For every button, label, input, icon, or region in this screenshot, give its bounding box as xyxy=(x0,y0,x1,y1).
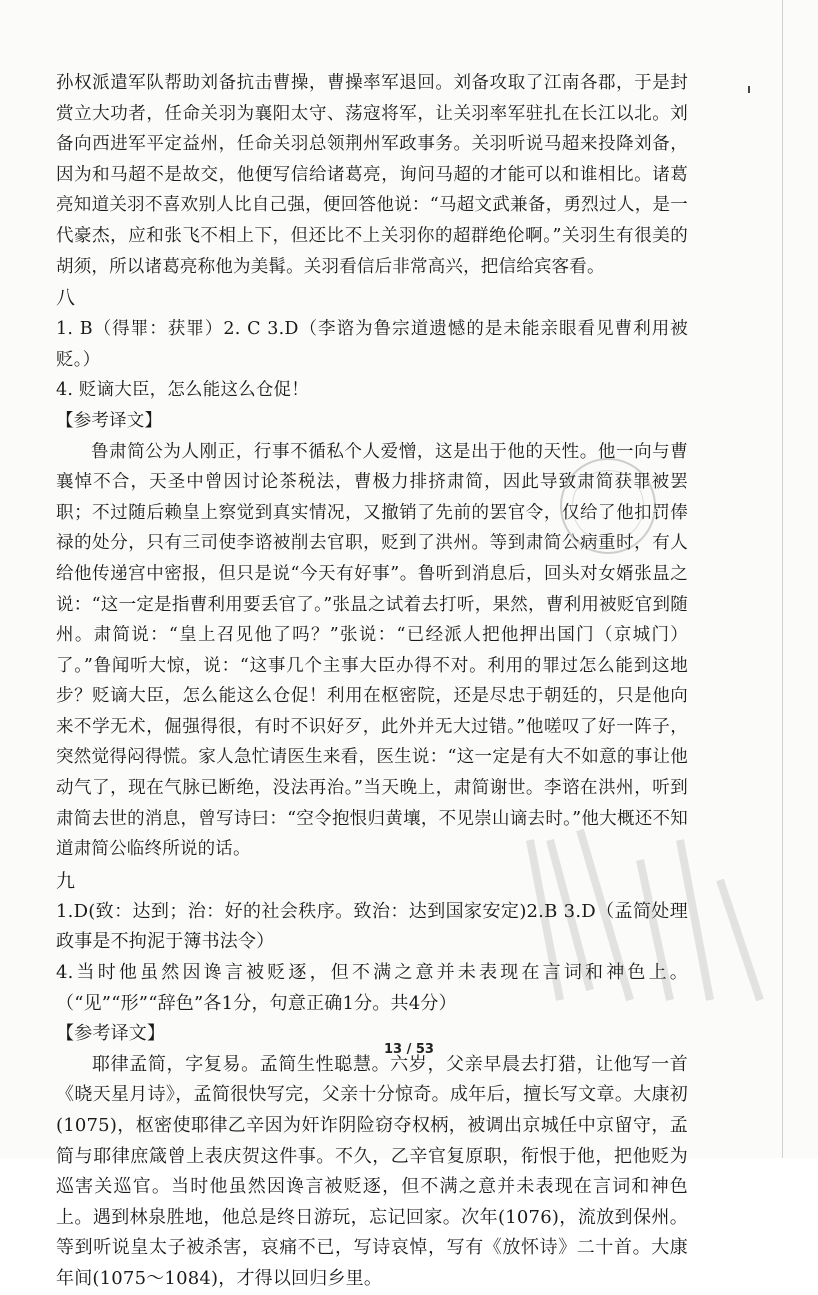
page-number: 13 / 53 xyxy=(384,1042,434,1057)
section-9-answers-line-2: 4.当时他虽然因谗言被贬逐，但不满之意并未表现在言词和神色上。（“见”“形”“辞色”各1分，句意正确1分。共4分） xyxy=(56,962,688,1014)
section-8-translation: 鲁肃简公为人刚正，行事不循私个人爱憎，这是出于他的天性。他一向与曹襄悼不合，天圣中曾因讨论茶税法，曹极力排挤肃简，因此导致肃简获罪被罢职；不过随后赖皇上察觉到真实情况，又撤销了先前的罢官令，仅给了他扣罚俸禄的处分，只有三司使李谘被削去官职，贬到了洪州。等到肃简公病重时，有人给他传递宫中密报，但只是说“今天有好事”。鲁听到消息后，回头对女婿张昷之说：“这一定是指曹利用要丢官了。”张昷之试着去打听，果然，曹利用被贬官到随州。肃简说：“皇上召见他了吗？”张说：“已经派人把他押出国门（京城门）了。”鲁闻听大惊，说：“这事几个主事大臣办得不对。利用的罪过怎么能到这地步？贬谪大臣，怎么能这么仓促！利用在枢密院，还是尽忠于朝廷的，只是他向来不学无术，倔强得很，有时不识好歹，此外并无大过错。”他嗟叹了好一阵子，突然觉得闷得慌。家人急忙请医生来看，医生说：“这一定是有大不如意的事让他动气了，现在气脉已断绝，没法再治。”当天晚上，肃简谢世。李谘在洪州，听到肃简去世的消息，曾写诗曰：“空令抱恨归黄壤，不见崇山谪去时。”他大概还不知道肃简公临终所说的话。 xyxy=(56,441,688,860)
margin-tick-mark xyxy=(748,86,750,93)
section-8-answers-line-1: 1. B（得罪：获罪）2. C 3.D（李谘为鲁宗道遗憾的是未能亲眼看见曹利用被贬。） xyxy=(56,319,688,370)
section-9-reference-label: 【参考译文】 xyxy=(56,1023,166,1045)
section-8-reference-label: 【参考译文】 xyxy=(56,410,163,431)
watermark-graphic xyxy=(520,800,800,1010)
section-8-answers-line-2: 4. 贬谪大臣，怎么能这么仓促！ xyxy=(56,380,309,401)
section-9-translation: 耶律孟简，字复易。孟简生性聪慧。六岁，父亲早晨去打猎，让他写一首《晓天星月诗》，孟简很快写完，父亲十分惊奇。成年后，擅长写文章。大康初(1075)，枢密使耶律乙辛因为奸诈阴险窃夺权柄，被调出京城任中京留守，孟简与耶律庶箴曾上表庆贺这件事。不久，乙辛官复原职，衔恨于他，把他贬为巡害关巡官。当时他虽然因谗言被贬逐，但不满之意并未表现在言词和神色上。遇到林泉胜地，他总是终日游玩，忘记回家。次年(1076)，流放到保州。等到听说皇太子被杀害，哀痛不已，写诗哀悼，写有《放怀诗》二十首。大康年间(1075～1084)，才得以回归乡里。 xyxy=(56,1053,688,1289)
document-content xyxy=(56,68,688,1295)
section-9-answers-line-1: 1.D(致：达到；治：好的社会秩序。致治：达到国家安定)2.B 3.D（孟简处理政事是不拘泥于簿书法令） xyxy=(56,900,688,953)
continuation-paragraph: 孙权派遣军队帮助刘备抗击曹操，曹操率军退回。刘备攻取了江南各郡，于是封赏立大功者，任命关羽为襄阳太守、荡寇将军，让关羽率军驻扎在长江以北。刘备向西进军平定益州，任命关羽总领荆州军政事务。关羽听说马超来投降刘备，因为和马超不是故交，他便写信给诸葛亮，询问马超的才能可以和谁相比。诸葛亮知道关羽不喜欢别人比自己强，便回答他说：“马超文武兼备，勇烈过人，是一代豪杰，应和张飞不相上下，但还比不上关羽你的超群绝伦啊。”关羽生有很美的胡须，所以诸葛亮称他为美髯。关羽看信后非常高兴，把信给宾客看。 xyxy=(56,73,688,277)
section-heading-9: 九 xyxy=(56,869,76,892)
section-heading-8: 八 xyxy=(56,287,76,310)
faded-stamp-mark xyxy=(560,458,656,554)
